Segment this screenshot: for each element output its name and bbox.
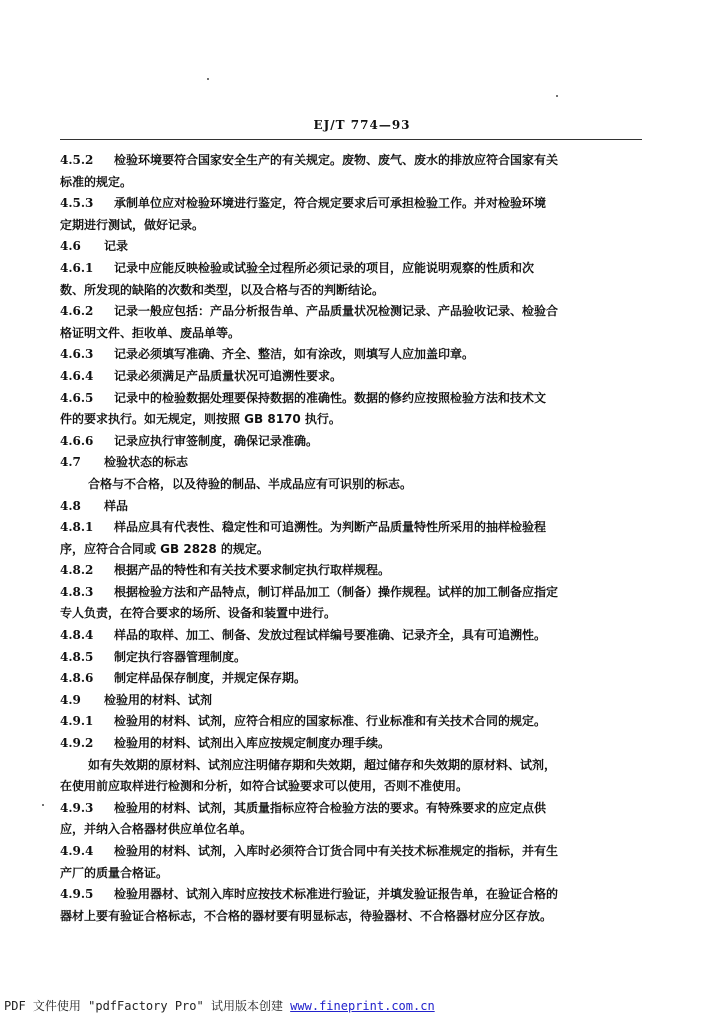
text-line — [60, 884, 642, 906]
text-line — [60, 323, 642, 345]
clause-text: 定期进行测试，做好记录。 — [60, 217, 205, 232]
clause-number: 4.8.5 — [60, 649, 94, 664]
clause-text: 检验用的材料、试剂，入库时必须符合订货合同中有关技术标准规定的指标，并有生 — [114, 844, 559, 858]
clause-text: 制定执行容器管理制度。 — [114, 649, 247, 664]
text-line — [60, 258, 642, 280]
clause-number: 4.7 — [60, 455, 81, 470]
text-line — [60, 776, 642, 798]
clause-text: 专人负责，在符合要求的场所、设备和装置中进行。 — [60, 606, 337, 621]
clause-number: 4.6.6 — [60, 433, 94, 448]
clause-number: 4.9.2 — [60, 736, 94, 751]
header-rule — [60, 139, 642, 140]
scan-speck — [42, 804, 44, 806]
clause-text: 检验用的材料、试剂 — [104, 692, 213, 707]
clause-text: 器材上要有验证合格标志，不合格的器材要有明显标志，待验器材、不合格器材应分区存放。 — [60, 908, 553, 923]
clause-text: 样品应具有代表性、稳定性和可追溯性。为判断产品质量特性所采用的抽样检验程 — [114, 520, 547, 535]
text-line — [60, 452, 642, 474]
text-line — [60, 280, 642, 302]
text-line — [60, 236, 642, 258]
clause-text: 应，并纳入合格器材供应单位名单。 — [60, 822, 253, 837]
clause-text: 检验环境要符合国家安全生产的有关规定。废物、废气、废水的排放应符合国家有关 — [114, 153, 559, 167]
text-line — [60, 474, 642, 496]
clause-number: 4.9.5 — [60, 887, 94, 902]
clause-text: 检验用的材料、试剂，其质量指标应符合检验方法的要求。有特殊要求的应定点供 — [114, 800, 547, 815]
clause-text: 记录应执行审签制度，确保记录准确。 — [114, 433, 319, 448]
clause-text: 检验用的材料、试剂，应符合相应的国家标准、行业标准和有关技术合同的规定。 — [114, 714, 547, 729]
text-line — [60, 496, 642, 518]
text-line — [60, 409, 642, 431]
document-body — [60, 150, 642, 927]
clause-text: 记录一般应包括：产品分析报告单、产品质量状况检测记录、产品验收记录、检验合 — [114, 304, 559, 319]
text-line — [60, 344, 642, 366]
text-line — [60, 668, 642, 690]
footer-text: PDF 文件使用 "pdfFactory Pro" 试用版本创建 — [4, 999, 291, 1013]
clause-text: 根据产品的特性和有关技术要求制定执行取样规程。 — [114, 563, 391, 578]
clause-number: 4.6 — [60, 239, 81, 254]
clause-text: 产厂的质量合格证。 — [60, 865, 169, 880]
text-line — [60, 841, 642, 863]
clause-text: 合格与不合格，以及待验的制品、半成品应有可识别的标志。 — [88, 476, 413, 491]
clause-number: 4.8.4 — [60, 628, 94, 643]
clause-number: 4.8.1 — [60, 520, 94, 535]
text-line — [60, 906, 642, 928]
clause-number: 4.6.5 — [60, 390, 94, 405]
clause-text: 记录必须填写准确、齐全、整洁，如有涂改，则填写人应加盖印章。 — [114, 347, 475, 362]
text-line — [60, 388, 642, 410]
text-line — [60, 863, 642, 885]
clause-text: 格证明文件、拒收单、废品单等。 — [60, 325, 241, 340]
clause-number: 4.8.3 — [60, 584, 94, 599]
clause-number: 4.9.4 — [60, 844, 94, 858]
text-line — [60, 517, 642, 539]
text-line — [60, 193, 642, 215]
text-line — [60, 215, 642, 237]
text-line — [60, 301, 642, 323]
clause-text: 数、所发现的缺陷的次数和类型，以及合格与否的判断结论。 — [60, 282, 385, 297]
document-code-header: EJ/T 774—93 — [313, 118, 411, 132]
text-line — [60, 755, 642, 777]
text-line — [60, 711, 642, 733]
scan-speck — [207, 78, 209, 80]
clause-text: 检验用的材料、试剂出入库应按规定制度办理手续。 — [114, 736, 391, 751]
clause-text: 记录中应能反映检验或试验全过程所必须记录的项目，应能说明观察的性质和次 — [114, 260, 535, 275]
text-line — [60, 603, 642, 625]
clause-number: 4.8.6 — [60, 671, 94, 686]
text-line — [60, 431, 642, 453]
text-line — [60, 625, 642, 647]
clause-text: 承制单位应对检验环境进行鉴定，符合规定要求后可承担检验工作。并对检验环境 — [114, 196, 547, 211]
clause-text: 根据检验方法和产品特点，制订样品加工（制备）操作规程。试样的加工制备应指定 — [114, 584, 559, 599]
clause-text: 检验状态的标志 — [104, 455, 189, 470]
clause-text: 件的要求执行。如无规定，则按照 GB 8170 执行。 — [60, 412, 341, 427]
text-line — [60, 733, 642, 755]
clause-text: 制定样品保存制度，并规定保存期。 — [114, 671, 307, 686]
pdf-footer — [4, 997, 435, 1014]
clause-text: 记录 — [104, 239, 129, 254]
text-line — [60, 150, 642, 172]
text-line — [60, 582, 642, 604]
clause-number: 4.8 — [60, 498, 81, 513]
scan-speck — [556, 95, 558, 97]
clause-number: 4.6.2 — [60, 304, 94, 319]
clause-number: 4.6.4 — [60, 368, 94, 383]
clause-text: 样品 — [104, 498, 129, 513]
clause-text: 检验用器材、试剂入库时应按技术标准进行验证，并填发验证报告单，在验证合格的 — [114, 887, 559, 902]
clause-number: 4.6.3 — [60, 347, 94, 362]
footer-link[interactable]: www.fineprint.com.cn — [290, 999, 435, 1013]
clause-text: 标准的规定。 — [60, 174, 133, 189]
text-line — [60, 172, 642, 194]
text-line — [60, 647, 642, 669]
text-line — [60, 819, 642, 841]
clause-text: 如有失效期的原材料、试剂应注明储存期和失效期，超过储存和失效期的原材料、试剂， — [88, 757, 557, 772]
clause-text: 在使用前应取样进行检测和分析，如符合试验要求可以使用，否则不准使用。 — [60, 779, 469, 794]
clause-number: 4.5.2 — [60, 153, 94, 167]
clause-number: 4.9.1 — [60, 714, 94, 729]
clause-text: 记录中的检验数据处理要保持数据的准确性。数据的修约应按照检验方法和技术文 — [114, 390, 547, 405]
text-line — [60, 690, 642, 712]
clause-number: 4.6.1 — [60, 260, 94, 275]
text-line — [60, 798, 642, 820]
clause-number: 4.5.3 — [60, 196, 94, 211]
clause-text: 记录必须满足产品质量状况可追溯性要求。 — [114, 368, 343, 383]
text-line — [60, 560, 642, 582]
text-line — [60, 366, 642, 388]
clause-text: 序，应符合合同或 GB 2828 的规定。 — [60, 541, 269, 556]
clause-number: 4.9 — [60, 692, 81, 707]
clause-number: 4.8.2 — [60, 563, 94, 578]
text-line — [60, 539, 642, 561]
clause-text: 样品的取样、加工、制备、发放过程试样编号要准确、记录齐全，具有可追溯性。 — [114, 628, 547, 643]
clause-number: 4.9.3 — [60, 800, 94, 815]
